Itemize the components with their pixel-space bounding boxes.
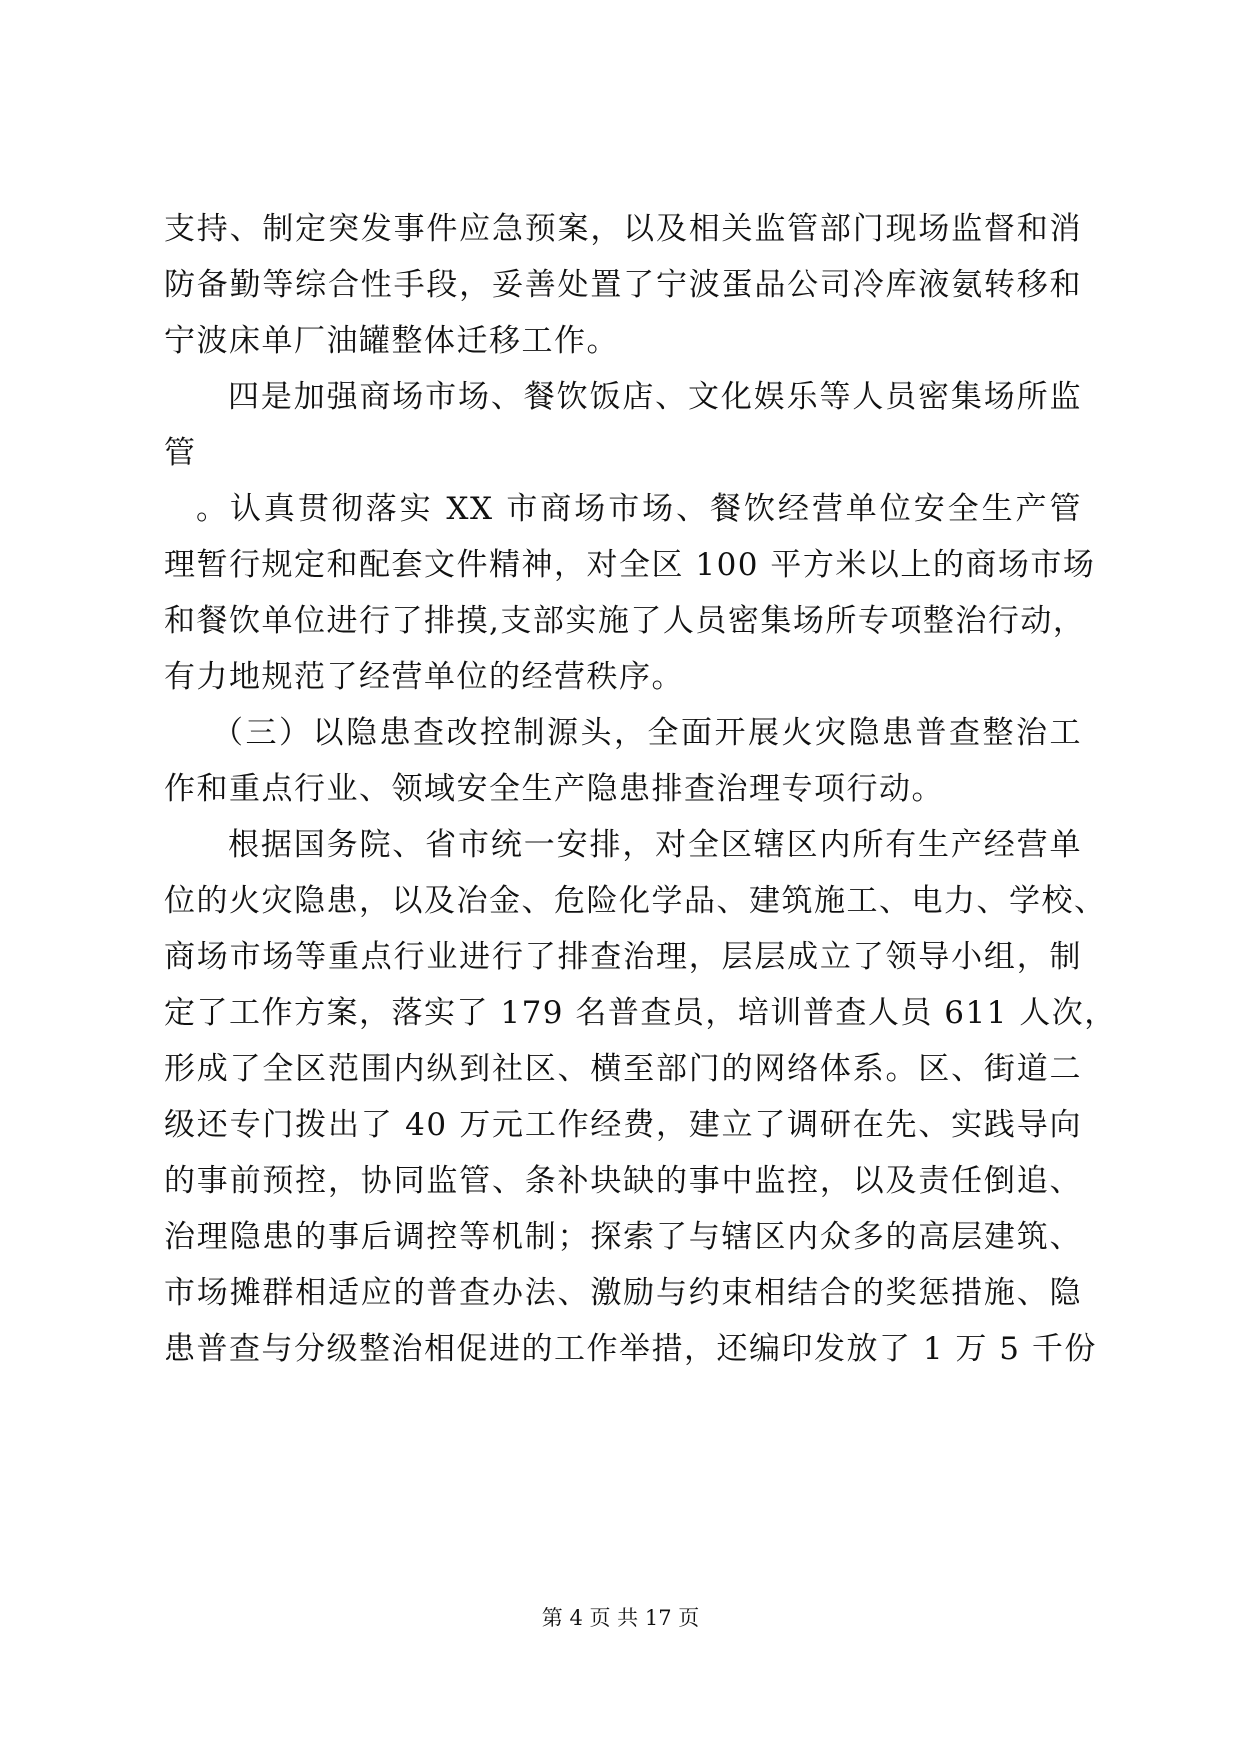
paragraph-heading-line: 四是加强商场市场、餐饮饭店、文化娱乐等人员密集场所监 <box>228 379 1082 415</box>
body-text-line: 形成了全区范围内纵到社区、横至部门的网络体系。区、街道二 <box>164 1051 1082 1087</box>
section-heading-line: 作和重点行业、领域安全生产隐患排查治理专项行动。 <box>164 771 944 807</box>
body-text-line: 防备勤等综合性手段，妥善处置了宁波蛋品公司冷库液氨转移和 <box>164 267 1082 303</box>
body-text-line: 和餐饮单位进行了排摸,支部实施了人员密集场所专项整治行动， <box>164 603 1086 639</box>
body-text-line: 。认真贯彻落实 XX 市商场市场、餐饮经营单位安全生产管 <box>196 491 1082 527</box>
body-text-line: 定了工作方案，落实了 179 名普查员，培训普查人员 611 人次， <box>164 995 1117 1031</box>
body-text-line: 商场市场等重点行业进行了排查治理，层层成立了领导小组，制 <box>164 939 1082 975</box>
body-text-line: 级还专门拨出了 40 万元工作经费，建立了调研在先、实践导向 <box>164 1107 1082 1143</box>
body-text-line: 支持、制定突发事件应急预案，以及相关监管部门现场监督和消 <box>164 211 1082 247</box>
body-text-line: 治理隐患的事后调控等机制；探索了与辖区内众多的高层建筑、 <box>164 1219 1082 1255</box>
body-text-line: 市场摊群相适应的普查办法、激励与约束相结合的奖惩措施、隐 <box>164 1275 1082 1311</box>
body-text-line: 位的火灾隐患，以及冶金、危险化学品、建筑施工、电力、学校、 <box>164 883 1107 919</box>
body-text-line: 的事前预控，协同监管、条补块缺的事中监控，以及责任倒追、 <box>164 1163 1082 1199</box>
section-heading-line: （三）以隐患查改控制源头，全面开展火灾隐患普查整治工 <box>212 715 1082 751</box>
body-text-line: 患普查与分级整治相促进的工作举措，还编印发放了 1 万 5 千份 <box>164 1331 1097 1367</box>
body-text-line: 有力地规范了经营单位的经营秩序。 <box>164 659 684 695</box>
body-text-line: 宁波床单厂油罐整体迁移工作。 <box>164 323 619 359</box>
page-number-footer: 第 4 页 共 17 页 <box>541 1606 700 1630</box>
body-text-line: 理暂行规定和配套文件精神，对全区 100 平方米以上的商场市场 <box>164 547 1096 583</box>
body-text-line: 根据国务院、省市统一安排，对全区辖区内所有生产经营单 <box>228 827 1082 863</box>
paragraph-heading-line: 管 <box>164 435 197 471</box>
